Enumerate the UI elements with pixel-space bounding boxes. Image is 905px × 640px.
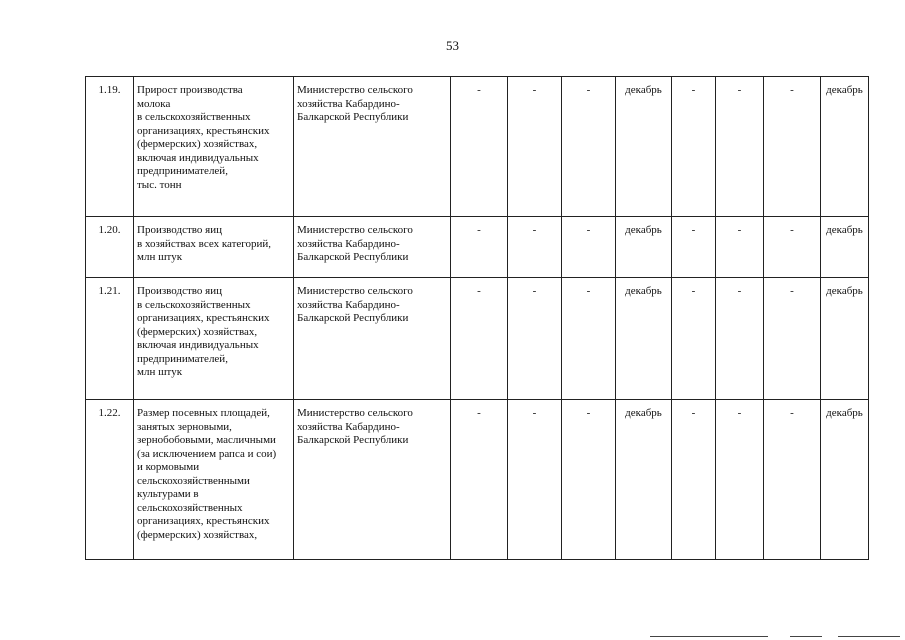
indicator-name: Прирост производства молока в сельскохозяйственных организациях, крестьянских (фермерских) хозяйствах, включая индивидуальных предпринимателей, тыс. тонн: [134, 77, 294, 217]
schedule-cell: -: [451, 400, 508, 560]
schedule-cell: -: [672, 278, 716, 400]
responsible-executor: Министерство сельского хозяйства Кабардино- Балкарской Республики: [294, 217, 451, 278]
schedule-cell: декабрь: [821, 77, 869, 217]
schedule-cell: декабрь: [821, 217, 869, 278]
schedule-cell: -: [764, 77, 821, 217]
schedule-cell: -: [451, 77, 508, 217]
schedule-cell: декабрь: [821, 400, 869, 560]
footer-rule-middle: [790, 636, 822, 637]
plan-table: [85, 76, 869, 560]
schedule-cell: декабрь: [616, 400, 672, 560]
page-number: 53: [446, 38, 459, 53]
indicator-name: Производство яиц в сельскохозяйственных организациях, крестьянских (фермерских) хозяйствах, включая индивидуальных предпринимателей, млн штук: [134, 278, 294, 400]
responsible-executor: Министерство сельского хозяйства Кабардино- Балкарской Республики: [294, 278, 451, 400]
schedule-cell: -: [672, 217, 716, 278]
row-number: 1.21.: [86, 278, 134, 400]
schedule-cell: -: [764, 278, 821, 400]
schedule-cell: -: [508, 217, 562, 278]
row-number: 1.22.: [86, 400, 134, 560]
table-row: [86, 77, 869, 217]
responsible-executor: Министерство сельского хозяйства Кабардино- Балкарской Республики: [294, 77, 451, 217]
schedule-cell: декабрь: [616, 217, 672, 278]
schedule-cell: -: [716, 77, 764, 217]
indicator-name: Размер посевных площадей, занятых зерновыми, зернобобовыми, масличными (за исключением рапса и сои) и кормовыми сельскохозяйственными культурами в сельскохозяйственных организациях, крестьянских (фермерских) хозяйствах,: [134, 400, 294, 560]
schedule-cell: -: [562, 77, 616, 217]
schedule-cell: -: [508, 278, 562, 400]
schedule-cell: -: [764, 400, 821, 560]
schedule-cell: -: [672, 77, 716, 217]
table-row: [86, 278, 869, 400]
schedule-cell: -: [716, 278, 764, 400]
footer-rule-right: [838, 636, 900, 637]
row-number: 1.20.: [86, 217, 134, 278]
footer-rule-left: [650, 636, 768, 637]
indicator-name: Производство яиц в хозяйствах всех категорий, млн штук: [134, 217, 294, 278]
schedule-cell: -: [716, 400, 764, 560]
schedule-cell: декабрь: [616, 278, 672, 400]
responsible-executor: Министерство сельского хозяйства Кабардино- Балкарской Республики: [294, 400, 451, 560]
schedule-cell: -: [562, 400, 616, 560]
schedule-cell: -: [508, 400, 562, 560]
schedule-cell: -: [716, 217, 764, 278]
schedule-cell: декабрь: [616, 77, 672, 217]
schedule-cell: -: [562, 217, 616, 278]
schedule-cell: -: [508, 77, 562, 217]
table-row: [86, 217, 869, 278]
schedule-cell: -: [451, 217, 508, 278]
schedule-cell: -: [451, 278, 508, 400]
schedule-cell: -: [764, 217, 821, 278]
table-row: [86, 400, 869, 560]
schedule-cell: декабрь: [821, 278, 869, 400]
row-number: 1.19.: [86, 77, 134, 217]
schedule-cell: -: [672, 400, 716, 560]
schedule-cell: -: [562, 278, 616, 400]
